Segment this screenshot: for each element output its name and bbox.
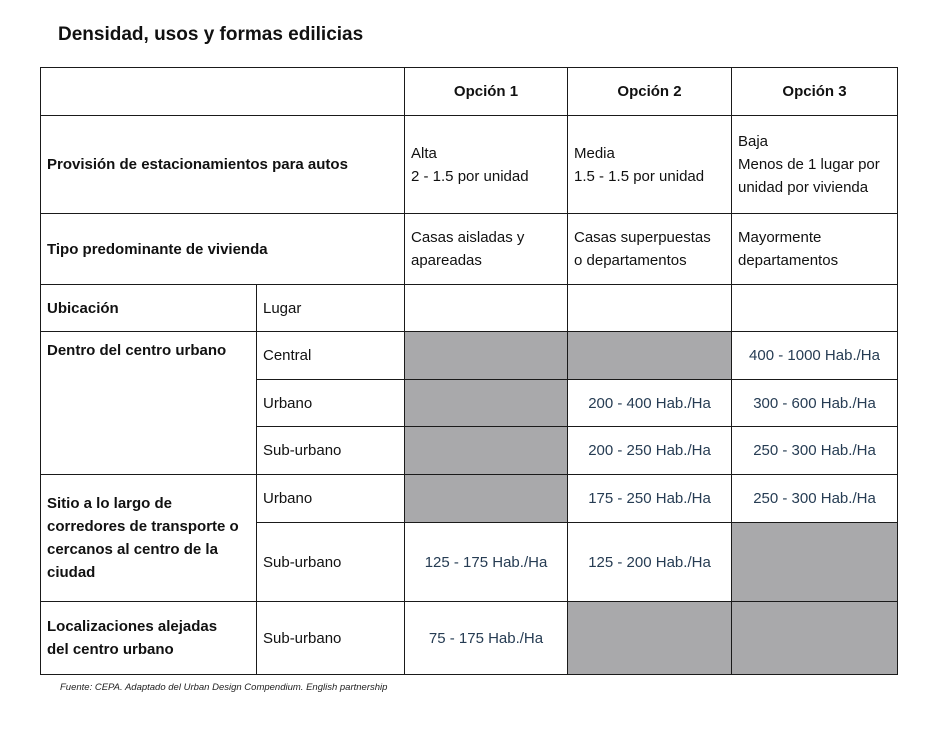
remote-label	[41, 602, 257, 675]
corridors-suburbano-option-2: 125 - 200 Hab./Ha	[568, 523, 732, 602]
header-row	[41, 68, 898, 116]
remote-suburbano-row	[41, 602, 898, 675]
corridors-urbano-option-2: 175 - 250 Hab./Ha	[568, 475, 732, 523]
urban-center-label: Dentro del centro urbano	[41, 332, 257, 475]
header-option-3: Opción 3	[732, 68, 898, 116]
corridors-label-line-2: corredores de transporte o	[47, 518, 239, 535]
parking-label: Provisión de estacionamientos para autos	[41, 116, 405, 214]
remote-suburbano-place: Sub-urbano	[257, 602, 405, 675]
housing-option-1-line-1: Casas aisladas y	[411, 229, 525, 246]
location-header-empty-1	[405, 285, 568, 332]
urban-center-urbano-option-3: 300 - 600 Hab./Ha	[732, 380, 898, 427]
remote-suburbano-option-2-na	[568, 602, 732, 675]
corridors-urbano-option-1-na	[405, 475, 568, 523]
location-header-empty-3	[732, 285, 898, 332]
housing-option-1-line-2: apareadas	[411, 252, 482, 269]
urban-center-central-option-1-na	[405, 332, 568, 380]
urban-center-suburbano-place: Sub-urbano	[257, 427, 405, 475]
header-option-2: Opción 2	[568, 68, 732, 116]
housing-option-2-line-2: o departamentos	[574, 252, 687, 269]
parking-option-1-line-1: Alta	[411, 144, 437, 162]
corridors-label	[41, 475, 257, 602]
parking-option-1	[405, 116, 568, 214]
parking-option-3	[732, 116, 898, 214]
remote-suburbano-option-3-na	[732, 602, 898, 675]
urban-center-suburbano-option-1-na	[405, 427, 568, 475]
urban-center-urbano-place: Urbano	[257, 380, 405, 427]
corridors-label-line-1: Sitio a lo largo de	[47, 495, 173, 512]
density-table	[40, 67, 898, 675]
corridors-urbano-option-3: 250 - 300 Hab./Ha	[732, 475, 898, 523]
location-header-empty-2	[568, 285, 732, 332]
urban-center-urbano-option-2: 200 - 400 Hab./Ha	[568, 380, 732, 427]
urban-center-urbano-option-1-na	[405, 380, 568, 427]
corridors-label-line-3: cercanos al centro de la	[47, 541, 218, 558]
parking-option-1-line-2: 2 - 1.5 por unidad	[411, 167, 529, 185]
urban-center-central-option-3: 400 - 1000 Hab./Ha	[732, 332, 898, 380]
corridors-suburbano-option-1: 125 - 175 Hab./Ha	[405, 523, 568, 602]
urban-center-suburbano-option-2: 200 - 250 Hab./Ha	[568, 427, 732, 475]
corridors-urbano-row	[41, 475, 898, 523]
remote-suburbano-option-1: 75 - 175 Hab./Ha	[405, 602, 568, 675]
place-label: Lugar	[257, 285, 405, 332]
location-label: Ubicación	[41, 285, 257, 332]
parking-option-3-line-1: Baja	[738, 133, 769, 150]
parking-option-2-line-2: 1.5 - 1.5 por unidad	[574, 167, 705, 185]
housing-option-3-line-2: departamentos	[738, 252, 839, 269]
housing-option-3-line-1: Mayormente	[738, 229, 822, 246]
corridors-suburbano-place: Sub-urbano	[257, 523, 405, 602]
location-header-row	[41, 285, 898, 332]
header-option-1: Opción 1	[405, 68, 568, 116]
housing-label: Tipo predominante de vivienda	[41, 214, 405, 285]
housing-option-2-line-1: Casas superpuestas	[574, 229, 711, 246]
remote-label-line-1: Localizaciones alejadas	[47, 618, 218, 635]
parking-option-3-line-3: unidad por vivienda	[738, 179, 869, 196]
corridors-label-line-4: ciudad	[47, 564, 96, 581]
parking-option-3-line-2: Menos de 1 lugar por	[738, 156, 880, 173]
parking-option-2-line-1: Media	[574, 144, 615, 162]
urban-center-central-place: Central	[257, 332, 405, 380]
corridors-urbano-place: Urbano	[257, 475, 405, 523]
housing-option-1	[405, 214, 568, 285]
urban-center-central-row	[41, 332, 898, 380]
housing-option-2	[568, 214, 732, 285]
housing-option-3	[732, 214, 898, 285]
corridors-suburbano-option-3-na	[732, 523, 898, 602]
housing-row	[41, 214, 898, 285]
urban-center-suburbano-option-3: 250 - 300 Hab./Ha	[732, 427, 898, 475]
source-note: Fuente: CEPA. Adaptado del Urban Design Compendium. English partnership	[60, 682, 388, 693]
urban-center-central-option-2-na	[568, 332, 732, 380]
parking-option-2	[568, 116, 732, 214]
header-empty-cell	[41, 68, 405, 116]
parking-row	[41, 116, 898, 214]
page-title: Densidad, usos y formas edilicias	[58, 24, 364, 45]
remote-label-line-2: del centro urbano	[47, 641, 174, 658]
